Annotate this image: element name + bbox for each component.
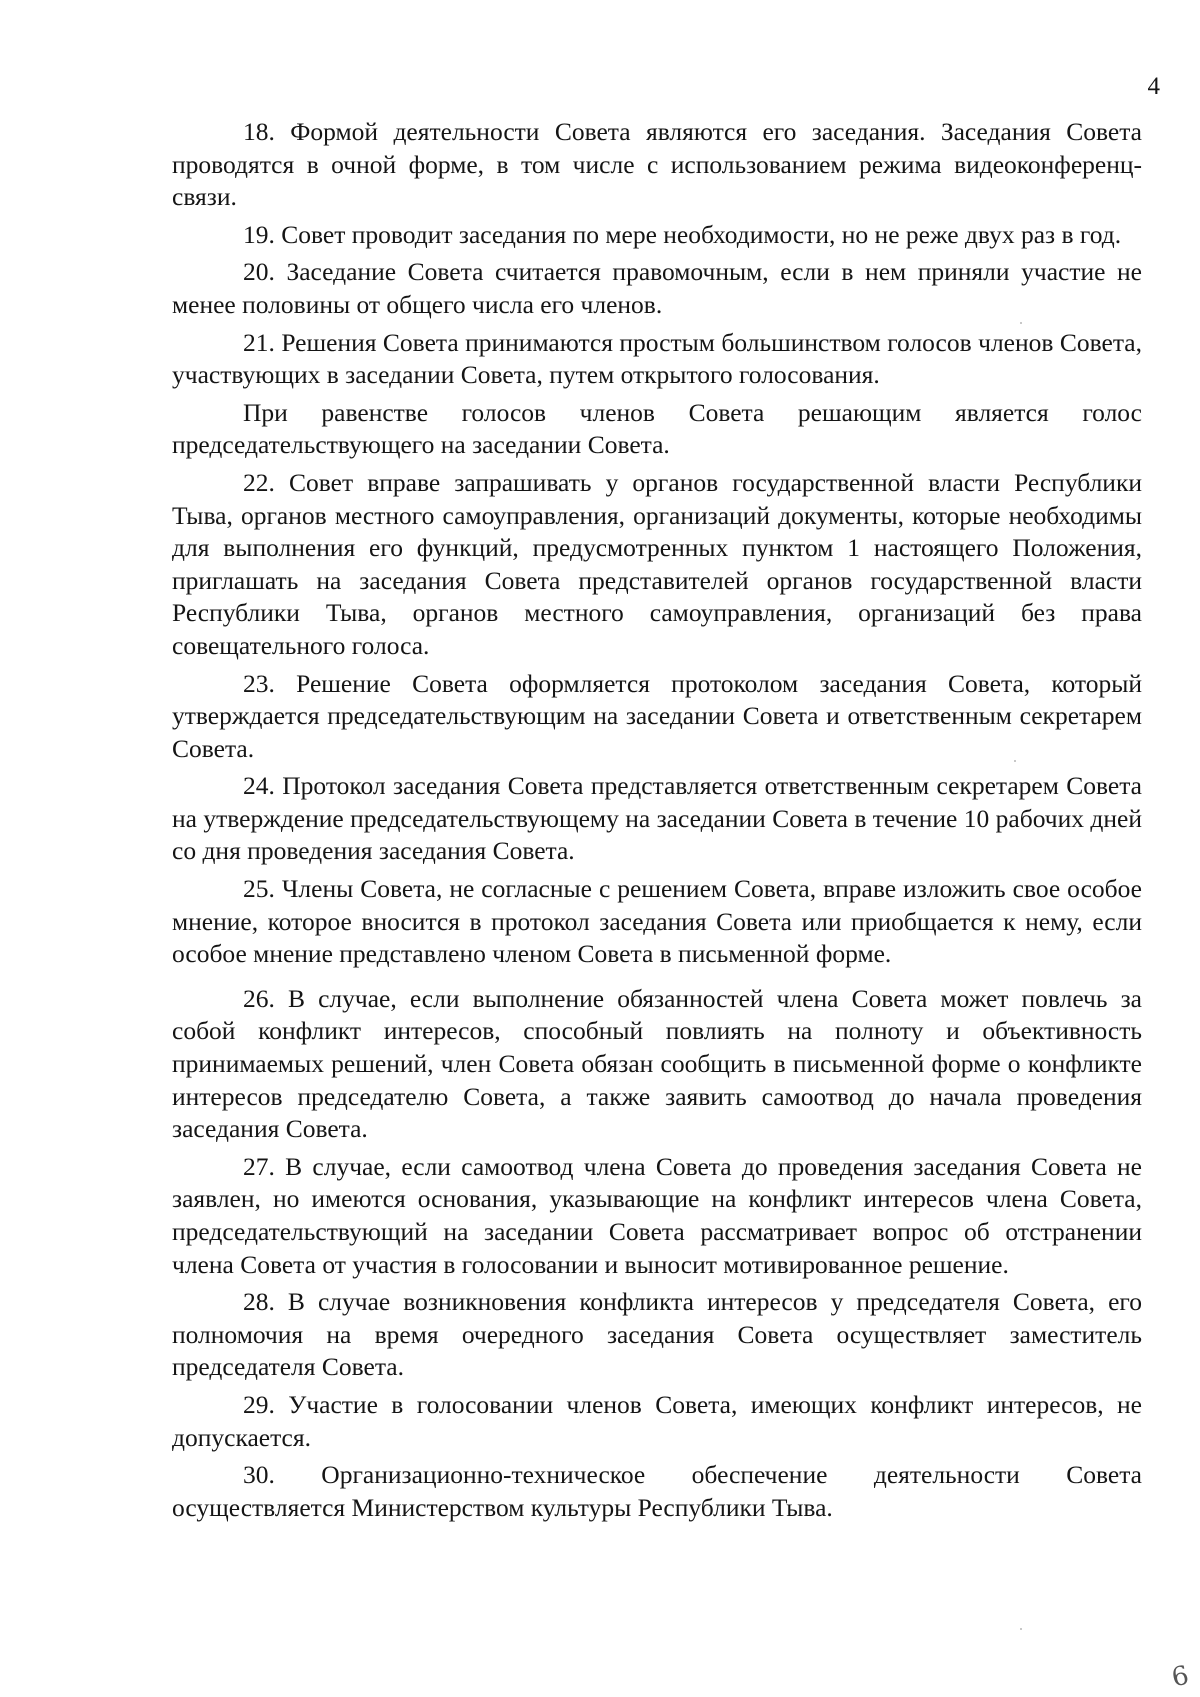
paragraph-24: 24. Протокол заседания Совета представляется ответственным секретарем Совета на утверждение председательствующему на заседании Совета в течение 10 рабочих дней со дня проведения заседания Совета. (172, 771, 1142, 866)
paragraph-21-continuation: При равенстве голосов членов Совета решающим является голос председательствующего на заседании Совета. (172, 397, 1142, 460)
scan-speck (1014, 760, 1016, 762)
handwritten-margin-mark: 6 (1169, 1660, 1192, 1694)
paragraph-23: 23. Решение Совета оформляется протоколом заседания Совета, который утверждается председательствующим на заседании Совета и ответственным секретарем Совета. (172, 668, 1142, 763)
page-number: 4 (1147, 73, 1160, 100)
paragraph-20: 20. Заседание Совета считается правомочным, если в нем приняли участие не менее половины от общего числа его членов. (172, 257, 1142, 319)
scan-speck (1020, 322, 1022, 324)
paragraph-19: 19. Совет проводит заседания по мере необходимости, но не реже двух раз в год. (243, 219, 1122, 249)
document-body (172, 116, 1142, 1524)
paragraph-30: 30. Организационно-техническое обеспечение деятельности Совета осуществляется Министерством культуры Республики Тыва. (172, 1460, 1142, 1522)
paragraph-18: 18. Формой деятельности Совета являются его заседания. Заседания Совета проводятся в очной форме, в том числе с использованием режима видеоконференц-связи. (172, 117, 1142, 212)
paragraph-22: 22. Совет вправе запрашивать у органов государственной власти Республики Тыва, органов местного самоуправления, организаций документы, которые необходимы для выполнения его функций, предусмотренных пунктом 1 настоящего Положения, приглашать на заседания Совета представителей органов государственной власти Республики Тыва, органов местного самоуправления, организаций без права совещательного голоса. (172, 467, 1142, 660)
paragraph-29: 29. Участие в голосовании членов Совета, имеющих конфликт интересов, не допускается. (172, 1389, 1142, 1452)
scan-speck (1020, 1628, 1022, 1630)
paragraph-26: 26. В случае, если выполнение обязанностей члена Совета может повлечь за собой конфликт интересов, способный повлиять на полноту и объективность принимаемых решений, член Совета обязан сообщить в письменной форме о конфликте интересов председателю Совета, а также заявить самоотвод до начала проведения заседания Совета. (172, 983, 1142, 1144)
paragraph-27: 27. В случае, если самоотвод члена Совета до проведения заседания Совета не заявлен, но имеются основания, указывающие на конфликт интересов члена Совета, председательствующий на заседании Совета рассматривает вопрос об отстранении члена Совета от участия в голосовании и выносит мотивированное решение. (172, 1151, 1142, 1279)
paragraph-25: 25. Члены Совета, не согласные с решением Совета, вправе изложить свое особое мнение, которое вносится в протокол заседания Совета или приобщается к нему, если особое мнение представлено членом Совета в письменной форме. (172, 874, 1142, 969)
paragraph-28: 28. В случае возникновения конфликта интересов у председателя Совета, его полномочия на время очередного заседания Совета осуществляет заместитель председателя Совета. (172, 1287, 1142, 1382)
paragraph-21: 21. Решения Совета принимаются простым большинством голосов членов Совета, участвующих в заседании Совета, путем открытого голосования. (172, 327, 1142, 390)
